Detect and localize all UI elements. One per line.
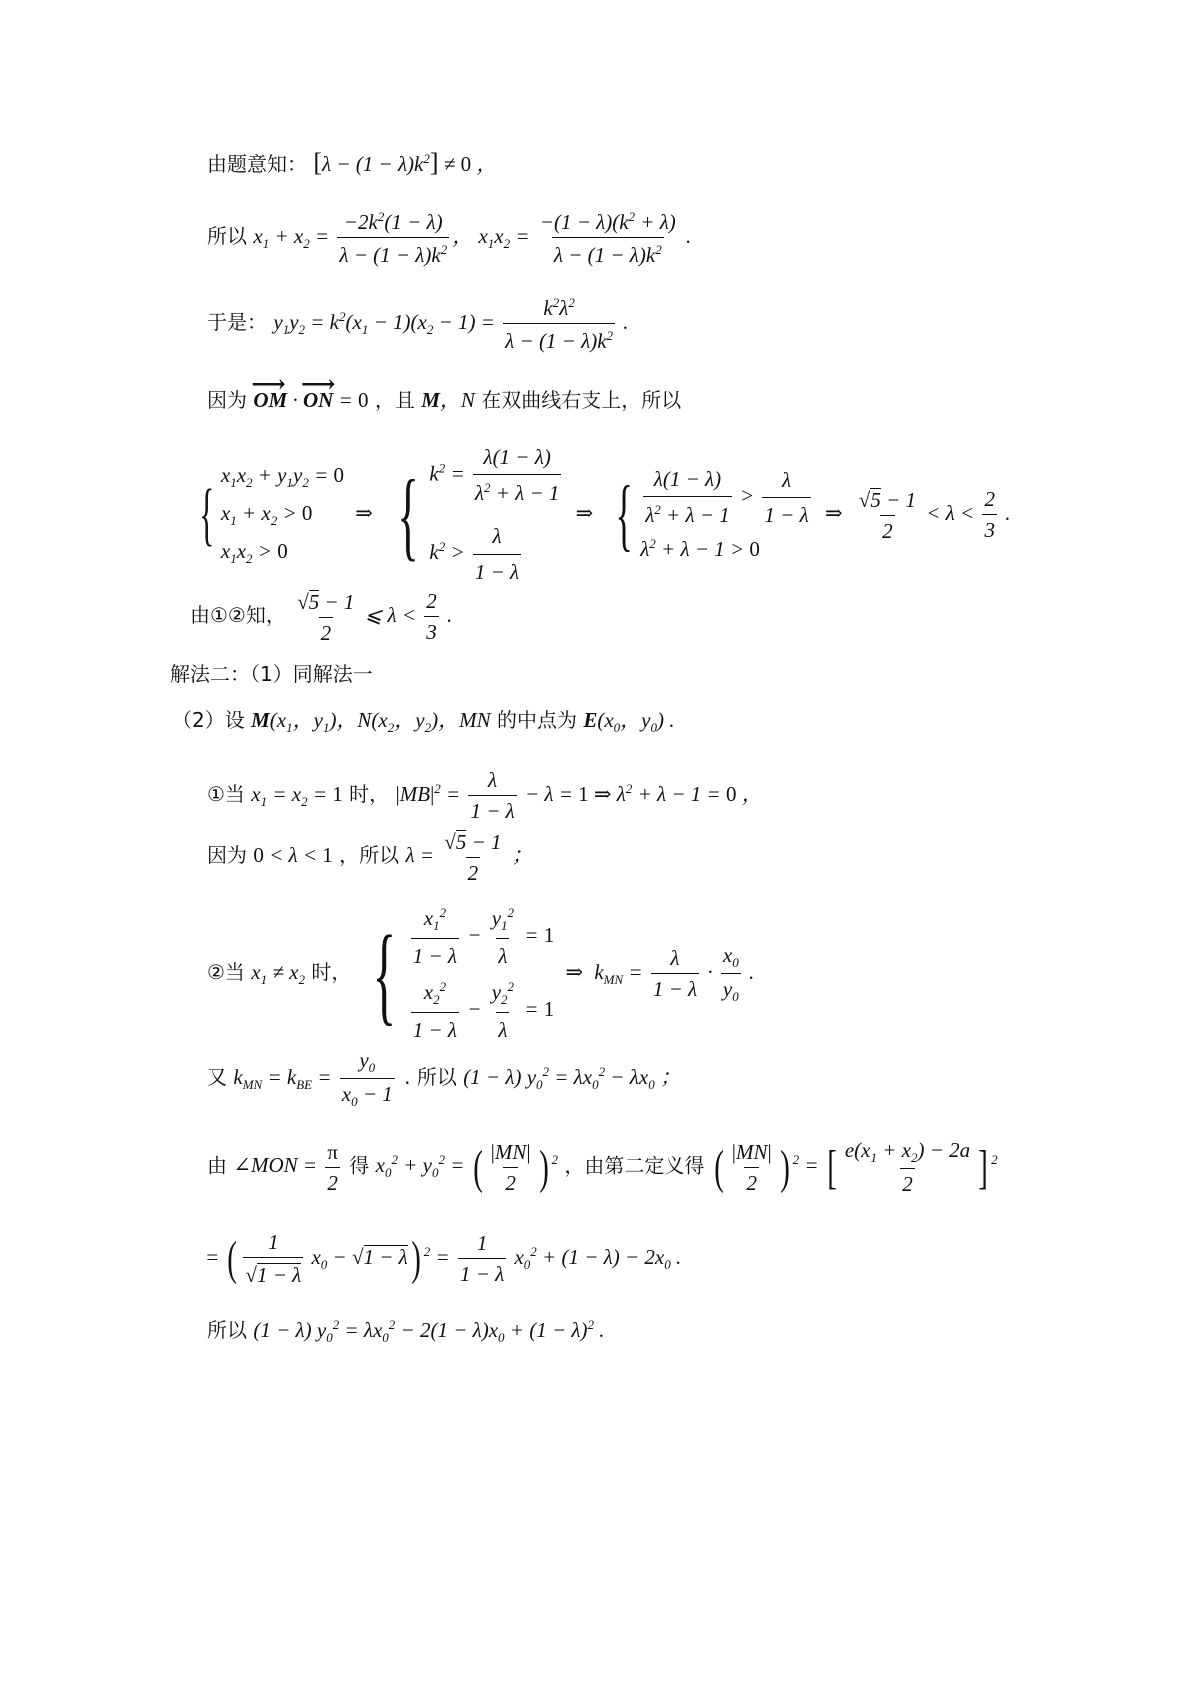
text-so-4: 所以 (207, 1318, 247, 1342)
text-get: 得 (349, 1153, 370, 1178)
math-circle: $x_0^2 + y_0^2$ = ( $\frac{|MN|}{2}$ ) $^2$ (375, 1139, 559, 1195)
math-midpoint: $E(x_0$，$y_0$) . (583, 708, 675, 736)
line-method-2 (170, 664, 373, 684)
math-case-2: { $\frac{x_1^2}{1 - \lambda}$ − $\frac{y_1^2}{\lambda}$ = 1 $\frac{x_2^2}{1 - \lambda}$ − $\frac{y_2^2}{\lambda}$ = 1 ⇒ $k_{MN}$ = $\frac{\lambda}{1 - \lambda}$ · $\frac{x_0}{y_0}$ . (372, 905, 755, 1042)
text-because: 因为 (207, 388, 247, 412)
text-method-2: 解法二：（1）同解法一 (170, 662, 373, 686)
math-expand: = ( $\frac{1}{√1 - \lambda}$ $x_0 - √1 - \lambda$) $^2$ = $\frac{1}{1 - \lambda}$ $x_0^2 + (1 - \lambda) - 2x_0$ . (205, 1230, 682, 1287)
text-when-1: 时， (349, 781, 390, 806)
line-dot-product (207, 390, 681, 411)
text-case-2: ②当 (207, 959, 245, 984)
line-slope (207, 1050, 681, 1108)
line-case-1 (207, 770, 763, 822)
line-vieta (207, 210, 691, 266)
text-given: 由题意知： (207, 152, 307, 176)
math-system: { $x_1x_2 + y_1y_2 = 0$ $x_1 + x_2 > 0$ $x_1x_2 > 0$ ⇒ { $k^2$ = $\frac{\lambda(1 - \lambda)}{\lambda^2 + \lambda - 1}$ $k^2$ > $\frac{\lambda}{1 - \lambda}$ ⇒ { $\frac{\lambda(1 - \lambda)}{\lambda^2 + \lambda - 1}$ > $\frac{\lambda}{1 - \lambda}$ $\lambda^2 + \lambda - 1 > 0$ ⇒ $\frac{√5 - 1}{2}$ < λ < $\frac{2}{3}$ . (199, 445, 1011, 584)
text-so: 所以 (207, 223, 247, 248)
math-points: $M(x_1$，$y_1$)，$N(x_2$，$y_2$)，MN (251, 708, 491, 736)
text-on-branch: 在双曲线右支上，所以 (481, 388, 682, 412)
line-angle (207, 1140, 998, 1195)
text-so-3: . 所以 (404, 1065, 457, 1089)
line-lambda (207, 830, 533, 884)
text-because-2: 因为 (207, 842, 247, 867)
line-y-product (207, 296, 629, 352)
math-range: $\frac{√5 - 1}{2}$ ⩽ λ < $\frac{2}{3}$ . (297, 589, 453, 645)
math-lambda-range: 0 < λ < 1 (253, 842, 333, 867)
text-when-2: 时， (311, 959, 352, 984)
line-case-2 (207, 905, 754, 1043)
line-system (190, 445, 1010, 585)
text-midpoint: 的中点为 (496, 708, 577, 732)
math-slope: $k_{MN} = k_{BE}$ = $\frac{y_0}{x_0 - 1}$ (233, 1048, 393, 1110)
math-condition: $[\lambda - (1 - \lambda)k^2] \ne 0$ ， (313, 148, 498, 177)
line-conclusion-1 (190, 590, 452, 644)
text-let: （2）设 (172, 708, 245, 732)
text-thus: 于是： (207, 309, 267, 334)
text-and: ，且 (374, 388, 415, 412)
text-also: 又 (207, 1065, 227, 1089)
math-angle: ∠MON = $\frac{\pi}{2}$ (233, 1139, 338, 1195)
math-case-2-cond: $x_1 \ne x_2$ (251, 959, 305, 987)
math-second-def: ( $\frac{|MN|}{2}$ ) $^2$ = [ $\frac{e(x_1 + x_2) - 2a}{2}$ ] $^2$ (713, 1138, 998, 1197)
math-relation-1: (1 − λ) $y_0^2 = \lambda x_0^2 - \lambda x_0$ ； (463, 1064, 681, 1093)
math-mn: M，N (421, 388, 475, 412)
text-case-1: ①当 (207, 781, 245, 806)
math-y-product: $y_1y_2 = k^2(x_1 - 1)(x_2 - 1)$ = $\frac{k^2\lambda^2}{\lambda - (1 - \lambda)k^2}$ . (273, 295, 629, 353)
math-vieta: $x_1 + x_2$ = $\frac{-2k^2(1 - \lambda)}{\lambda - (1 - \lambda)k^2}$ ， $x_1x_2$ = $\frac{-(1 - \lambda)(k^2 + \lambda)}{\lambda - (1 - \lambda)k^2}$ . (253, 209, 692, 267)
text-so-2: ，所以 (339, 842, 400, 867)
math-vectors: ⟶ OM · ⟶ ON = 0 (253, 388, 368, 412)
math-relation-2: (1 − λ) $y_0^2 = \lambda x_0^2 - 2(1 - \lambda)x_0 + (1 - \lambda)^2$ . (253, 1317, 605, 1346)
text-from: 由 (207, 1153, 227, 1178)
math-case-1: $|MB|^2$ = $\frac{\lambda}{1 - \lambda}$ − λ = 1 ⇒ $\lambda^2 + \lambda - 1 = 0$ ， (395, 768, 763, 823)
math-case-1-cond: $x_1 = x_2 = 1$ (251, 781, 343, 809)
line-final (207, 1318, 604, 1344)
text-from-1-2: 由①②知， (190, 602, 286, 627)
text-second-def: ，由第二定义得 (564, 1153, 705, 1178)
line-expand (205, 1232, 681, 1286)
line-setup (172, 710, 674, 734)
math-lambda-value: λ = $\frac{√5 - 1}{2}$ ； (405, 830, 533, 885)
line-condition (207, 150, 497, 176)
